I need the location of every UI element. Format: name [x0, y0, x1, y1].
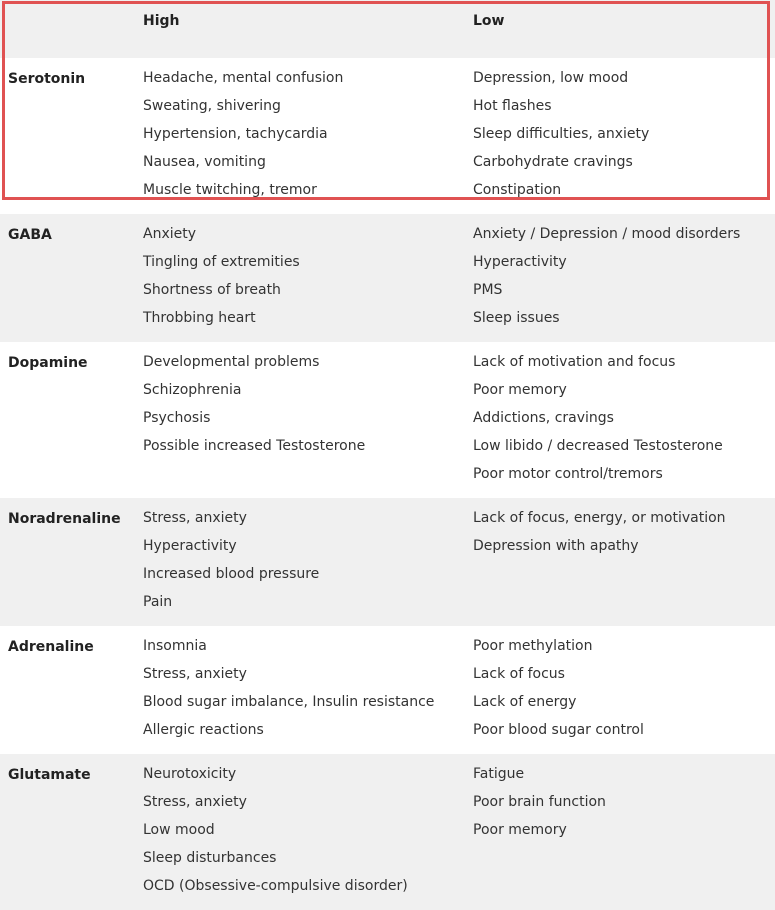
- high-symptoms-cell: [136, 498, 466, 626]
- low-symptom-item: Fatigue: [473, 766, 525, 782]
- high-symptom-item: Muscle twitching, tremor: [143, 182, 317, 198]
- high-symptom-item: Hyperactivity: [143, 538, 237, 554]
- low-symptom-item: Sleep difficulties, anxiety: [473, 126, 650, 142]
- high-symptom-item: Sleep disturbances: [143, 850, 277, 866]
- high-symptom-item: Blood sugar imbalance, Insulin resistance: [143, 694, 435, 710]
- high-symptom-item: Increased blood pressure: [143, 566, 320, 582]
- low-symptom-item: Lack of focus: [473, 666, 565, 682]
- low-symptom-item: PMS: [473, 282, 503, 298]
- high-symptom-item: Tingling of extremities: [143, 254, 300, 270]
- low-symptom-item: Lack of focus, energy, or motivation: [473, 510, 726, 526]
- low-symptoms-cell: [466, 58, 775, 214]
- high-symptom-item: Throbbing heart: [143, 310, 256, 326]
- high-symptom-item: Sweating, shivering: [143, 98, 281, 114]
- neurotransmitter-name: Glutamate: [0, 754, 136, 910]
- high-symptom-item: Neurotoxicity: [143, 766, 237, 782]
- low-symptom-item: Hot flashes: [473, 98, 552, 114]
- low-symptom-item: Hyperactivity: [473, 254, 567, 270]
- high-symptom-item: Stress, anxiety: [143, 794, 247, 810]
- table-row: [0, 754, 775, 910]
- high-symptom-item: Headache, mental confusion: [143, 70, 344, 86]
- low-symptom-item: Constipation: [473, 182, 562, 198]
- low-symptom-item: Anxiety / Depression / mood disorders: [473, 226, 741, 242]
- low-symptoms-cell: [466, 754, 775, 910]
- low-symptom-item: Low libido / decreased Testosterone: [473, 438, 723, 454]
- table-row: [0, 342, 775, 498]
- low-symptom-item: Carbohydrate cravings: [473, 154, 633, 170]
- high-symptom-item: Anxiety: [143, 226, 197, 242]
- table-body: [0, 58, 775, 910]
- table-row: [0, 214, 775, 342]
- low-symptoms-cell: [466, 342, 775, 498]
- high-symptom-item: Hypertension, tachycardia: [143, 126, 328, 142]
- low-symptom-item: Poor blood sugar control: [473, 722, 644, 738]
- neurotransmitter-name: Adrenaline: [0, 626, 136, 754]
- high-symptom-item: Developmental problems: [143, 354, 320, 370]
- high-symptom-item: Stress, anxiety: [143, 510, 247, 526]
- high-symptom-item: Insomnia: [143, 638, 207, 654]
- high-symptom-item: Low mood: [143, 822, 215, 838]
- high-symptom-item: Pain: [143, 594, 173, 610]
- header-name-cell: [0, 0, 136, 58]
- table-row: [0, 626, 775, 754]
- low-symptom-item: Poor memory: [473, 822, 567, 838]
- neurotransmitter-name: GABA: [0, 214, 136, 342]
- low-symptom-item: Depression, low mood: [473, 70, 629, 86]
- neurotransmitter-name: Serotonin: [0, 58, 136, 214]
- header-high: High: [136, 0, 466, 58]
- neurotransmitter-name: Noradrenaline: [0, 498, 136, 626]
- low-symptoms-cell: [466, 214, 775, 342]
- table-row: [0, 498, 775, 626]
- high-symptom-item: Nausea, vomiting: [143, 154, 266, 170]
- high-symptom-item: OCD (Obsessive-compulsive disorder): [143, 878, 408, 894]
- low-symptoms-cell: [466, 498, 775, 626]
- high-symptom-item: Schizophrenia: [143, 382, 242, 398]
- neurotransmitter-name: Dopamine: [0, 342, 136, 498]
- high-symptom-item: Shortness of breath: [143, 282, 281, 298]
- low-symptom-item: Depression with apathy: [473, 538, 639, 554]
- low-symptom-item: Lack of motivation and focus: [473, 354, 676, 370]
- high-symptoms-cell: [136, 754, 466, 910]
- high-symptom-item: Allergic reactions: [143, 722, 264, 738]
- low-symptom-item: Sleep issues: [473, 310, 560, 326]
- high-symptom-item: Stress, anxiety: [143, 666, 247, 682]
- table-row: [0, 58, 775, 214]
- high-symptom-item: Psychosis: [143, 410, 211, 426]
- low-symptom-item: Poor memory: [473, 382, 567, 398]
- low-symptom-item: Addictions, cravings: [473, 410, 614, 426]
- low-symptom-item: Poor methylation: [473, 638, 593, 654]
- low-symptom-item: Lack of energy: [473, 694, 577, 710]
- high-symptoms-cell: [136, 342, 466, 498]
- low-symptom-item: Poor motor control/tremors: [473, 466, 663, 482]
- low-symptom-item: Poor brain function: [473, 794, 606, 810]
- table-header-row: [0, 0, 775, 58]
- high-symptoms-cell: [136, 626, 466, 754]
- high-symptoms-cell: [136, 58, 466, 214]
- high-symptom-item: Possible increased Testosterone: [143, 438, 366, 454]
- low-symptoms-cell: [466, 626, 775, 754]
- high-symptoms-cell: [136, 214, 466, 342]
- header-low: Low: [466, 0, 775, 58]
